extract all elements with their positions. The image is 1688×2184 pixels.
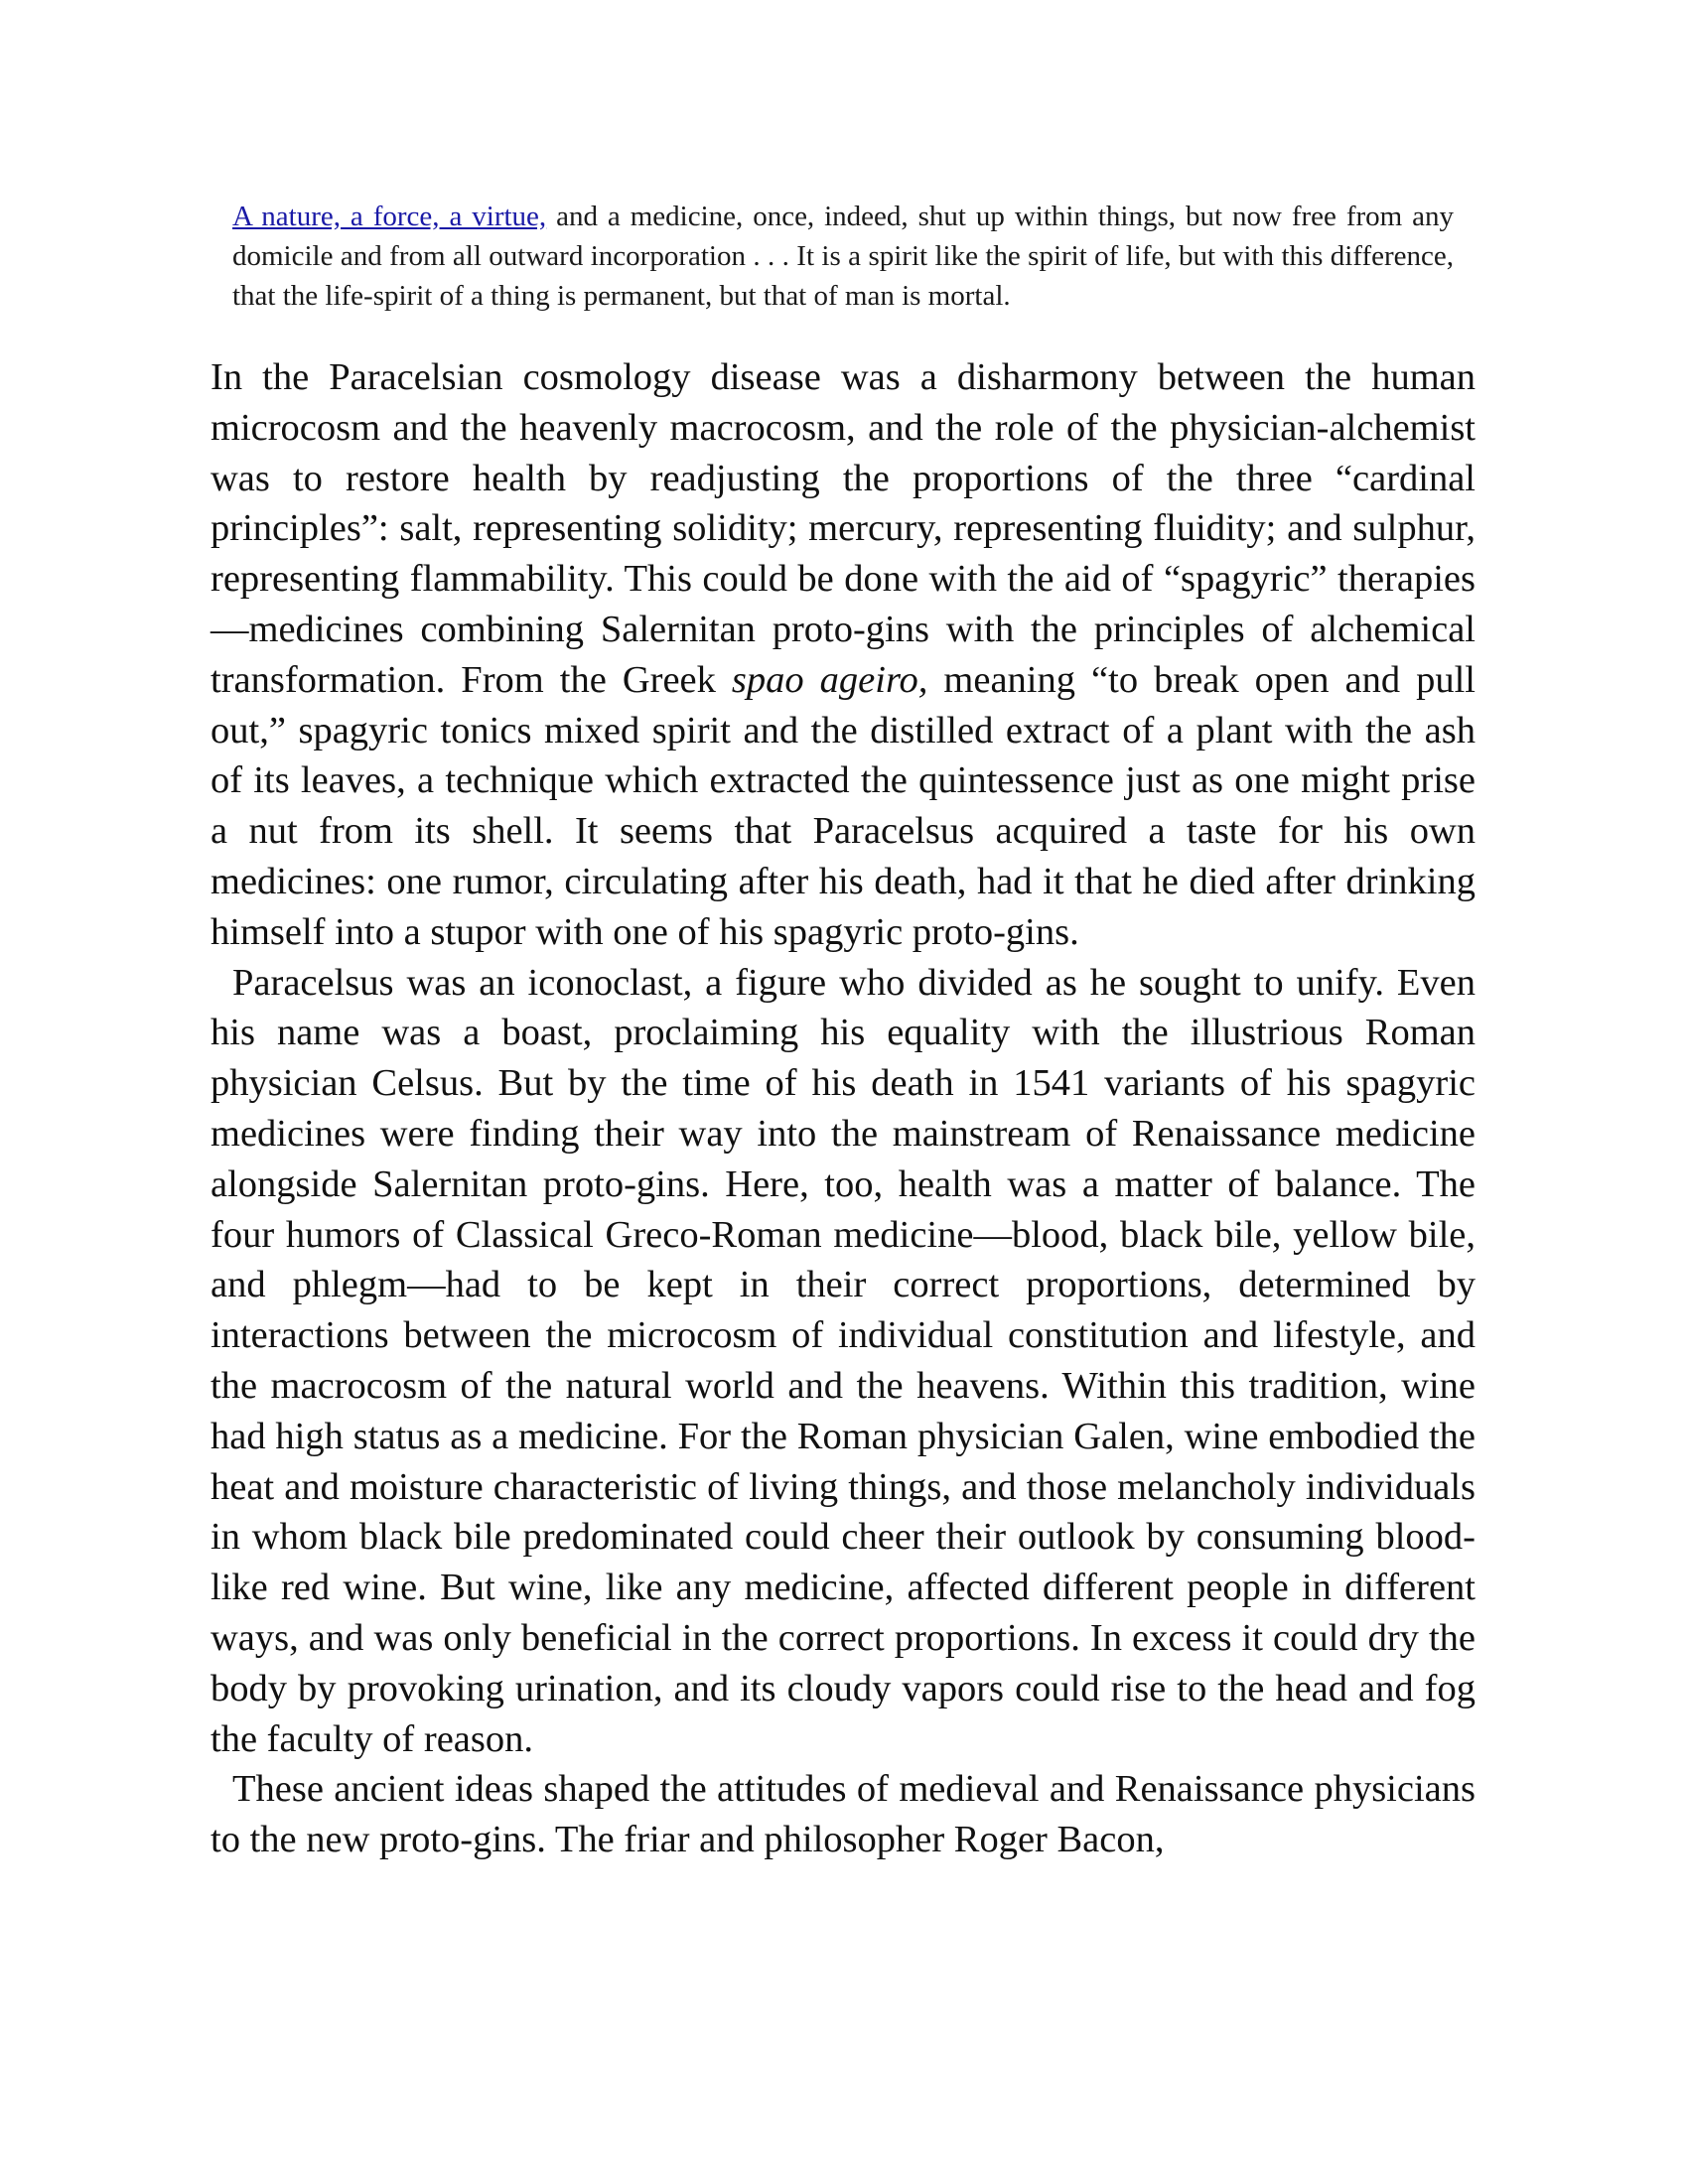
quote-text: and a medicine, once, indeed, shut up within things, but now free from any domicile and from all outward incorporation . . . It is a spirit like the spirit of life, but with this difference, that the life-spirit of a thing is permanent, but that of man is mortal. <box>232 201 1454 312</box>
paragraph-3: These ancient ideas shaped the attitudes of medieval and Renaissance physicians to the new proto-gins. The friar and philosopher Roger Bacon, <box>211 1768 1476 1861</box>
block-quote <box>232 197 1454 316</box>
paragraph-1 <box>211 352 1476 958</box>
paragraph-2: Paracelsus was an iconoclast, a figure who divided as he sought to unify. Even his name was a boast, proclaiming his equality with the illustrious Roman physician Celsus. But by the time of his death in 1541 variants of his spagyric medicines were finding their way into the mainstream of Renaissance medicine alongside Salernitan proto-gins. Here, too, health was a matter of balance. The four humors of Classical Greco-Roman medicine—blood, black bile, yellow bile, and phlegm—had to be kept in their correct proportions, determined by interactions between the microcosm of individual constitution and lifestyle, and the macrocosm of the natural world and the heavens. Within this tradition, wine had high status as a medicine. For the Roman physician Galen, wine embodied the heat and moisture characteristic of living things, and those melancholy individuals in whom black bile predominated could cheer their outlook by consuming blood-like red wine. But wine, like any medicine, affected different people in different ways, and was only beneficial in the correct proportions. In excess it could dry the body by provoking urination, and its cloudy vapors could rise to the head and fog the faculty of reason. <box>211 961 1476 1760</box>
body-text <box>211 352 1476 1865</box>
paragraph-1-text-end: meaning “to break open and pull out,” spagyric tonics mixed spirit and the distilled extract of a plant with the ash of its leaves, a technique which extracted the quintessence just as one might prise a nut from its shell. It seems that Paracelsus acquired a taste for his own medicines: one rumor, circulating after his death, had it that he died after drinking himself into a stupor with one of his spagyric proto-gins. <box>211 658 1477 953</box>
paragraph-1-italic-term: spao ageiro, <box>731 658 928 701</box>
quote-link[interactable]: A nature, a force, a virtue, <box>232 201 547 232</box>
paragraph-1-text-start: In the Paracelsian cosmology disease was a disharmony between the human microcosm and the heavenly macrocosm, and the role of the physician-alchemist was to restore health by readjusting the proportions of the three “cardinal principles”: salt, representing solidity; mercury, representing fluidity; and sulphur, representing flammability. This could be done with the aid of “spagyric” therapies—medicines combining Salernitan proto-gins with the principles of alchemical transformation. From the Greek <box>211 356 1476 701</box>
